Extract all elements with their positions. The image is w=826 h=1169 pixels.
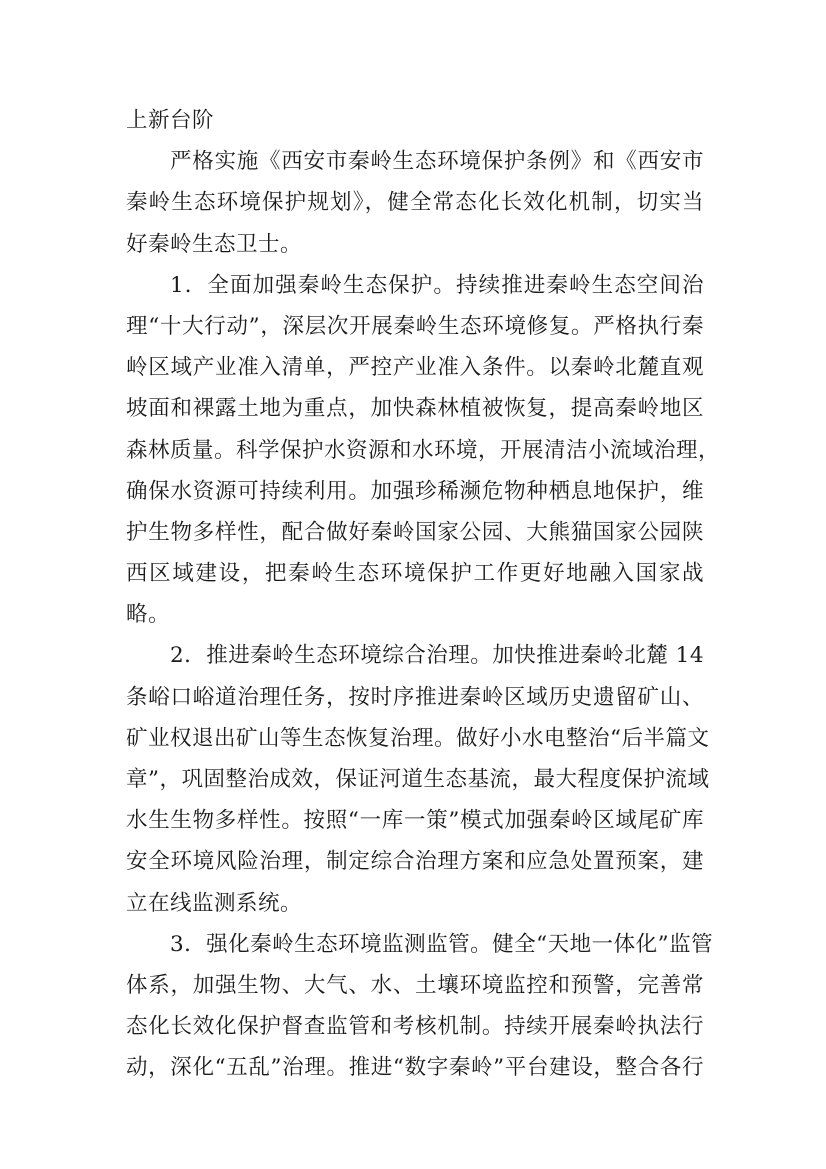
paragraph-intro-line: 严格实施《西安市秦岭生态环境保护条例》和《西安市: [170, 149, 704, 175]
paragraph-item-1-line: 理“十大行动”，深层次开展秦岭生态环境修复。严格执行秦: [126, 313, 704, 339]
paragraph-item-1-line: 岭区域产业准入清单，严控产业准入条件。以秦岭北麓直观: [126, 355, 704, 381]
paragraph-item-1-line: 确保水资源可持续利用。加强珍稀濒危物种栖息地保护，维: [126, 478, 704, 504]
paragraph-intro-line: 好秦岭生态卫士。: [126, 231, 303, 257]
paragraph-item-2-line: 立在线监测系统。: [126, 890, 303, 916]
paragraph-item-3-line: 3．强化秦岭生态环境监测监管。健全“天地一体化”监管: [170, 931, 714, 957]
paragraph-item-1-line: 1．全面加强秦岭生态保护。持续推进秦岭生态空间治: [170, 272, 704, 298]
paragraph-item-2-line: 2．推进秦岭生态环境综合治理。加快推进秦岭北麓 14: [170, 643, 704, 669]
paragraph-item-1-line: 森林质量。科学保护水资源和水环境，开展清洁小流域治理，: [126, 437, 721, 463]
section-heading-continuation: 上新台阶: [126, 108, 215, 133]
paragraph-item-3-line: 体系，加强生物、大气、水、土壤环境监控和预警，完善常: [126, 972, 704, 998]
body-text: [126, 100, 721, 1089]
paragraph-item-1-line: 西区域建设，把秦岭生态环境保护工作更好地融入国家战: [126, 561, 704, 587]
paragraph-item-1-line: 坡面和裸露土地为重点，加快森林植被恢复，提高秦岭地区: [126, 396, 704, 422]
paragraph-item-1-line: 护生物多样性，配合做好秦岭国家公园、大熊猫国家公园陕: [126, 519, 704, 545]
paragraph-item-2-line: 条峪口峪道治理任务，按时序推进秦岭区域历史遗留矿山、: [126, 684, 704, 710]
paragraph-item-3-line: 态化长效化保护督查监管和考核机制。持续开展秦岭执法行: [126, 1014, 704, 1040]
paragraph-intro-line: 秦岭生态环境保护规划》，健全常态化长效化机制，切实当: [126, 190, 704, 216]
paragraph-item-2-line: 水生生物多样性。按照“一库一策”模式加强秦岭区域尾矿库: [126, 808, 704, 834]
paragraph-item-2-line: 矿业权退出矿山等生态恢复治理。做好小水电整治“后半篇文: [126, 725, 710, 751]
paragraph-item-2-line: 安全环境风险治理，制定综合治理方案和应急处置预案，建: [126, 849, 704, 875]
paragraph-item-2-line: 章”，巩固整治成效，保证河道生态基流，最大程度保护流域: [126, 767, 710, 792]
paragraph-item-1-line: 略。: [126, 602, 171, 628]
paragraph-item-3-line: 动，深化“五乱”治理。推进“数字秦岭”平台建设，整合各行: [126, 1055, 704, 1081]
